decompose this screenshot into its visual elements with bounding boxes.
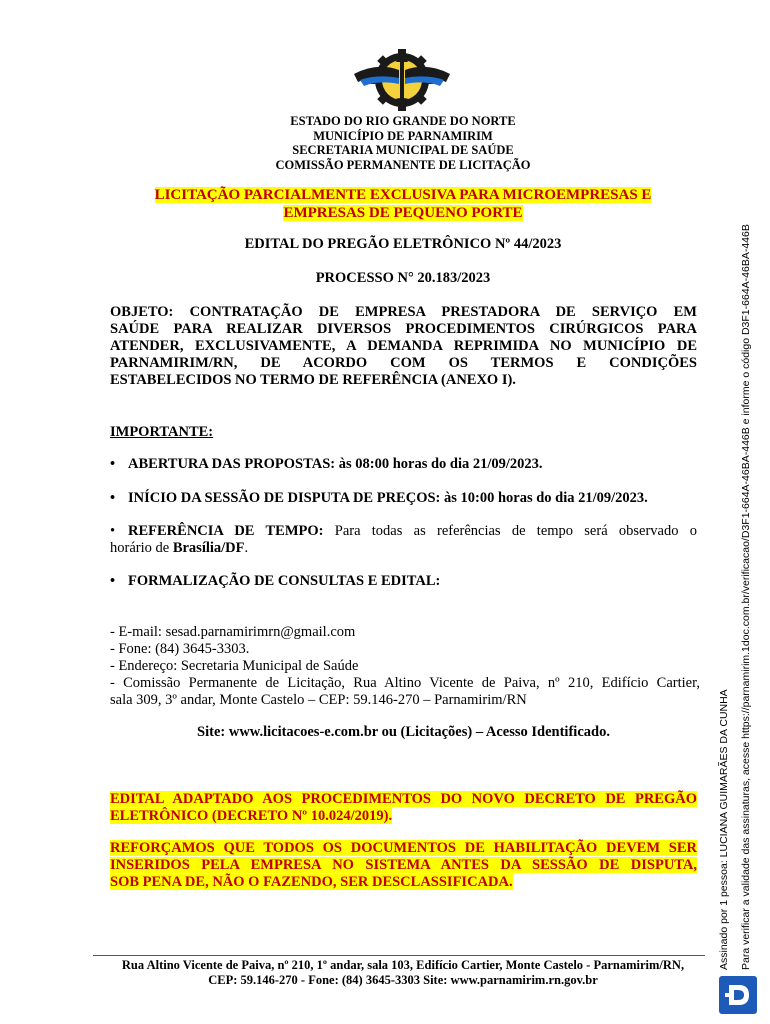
contact-commission-line-2: sala 309, 3º andar, Monte Castelo – CEP: 59.146-270 – Parnamirim/RN [110,692,527,708]
footer-address: Rua Altino Vicente de Paiva, nº 210, 1º andar, sala 103, Edifício Cartier, Monte Castelo - Parnamirim/RN, [121,958,685,972]
bullet-session-text: INÍCIO DA SESSÃO DE DISPUTA DE PREÇOS: às 10:00 horas do dia 21/09/2023. [128,490,648,506]
process-number: PROCESSO N° 20.183/2023 [315,270,491,286]
edital-number: EDITAL DO PREGÃO ELETRÔNICO Nº 44/2023 [244,236,562,252]
header-secretariat: SECRETARIA MUNICIPAL DE SAÚDE [292,143,514,157]
important-heading: IMPORTANTE: [110,424,214,440]
header-commission: COMISSÃO PERMANENTE DE LICITAÇÃO [275,157,531,172]
bullet-time-line2-suffix: . [244,540,249,556]
object-line-5: ESTABELECIDOS NO TERMO DE REFERÊNCIA (ANEXO I). [110,372,516,388]
footer [100,958,706,988]
bullet-proposals-label: ABERTURA DAS PROPOSTAS [128,456,331,472]
document-title [100,186,706,222]
object-line-4: PARNAMIRIM/RN, DE ACORDO COM OS TERMOS E CONDIÇÕES [110,355,697,371]
bullet-consultation-text: FORMALIZAÇÃO DE CONSULTAS E EDITAL: [128,573,441,589]
reinforcement-notice [110,840,697,891]
reinforcement-line-1: REFORÇAMOS QUE TODOS OS DOCUMENTOS DE HABILITAÇÃO DEVEM SER [110,840,697,856]
site-info: Site: www.licitacoes-e.com.br ou (Licitações) – Acesso Identificado. [197,724,610,740]
adapted-line-1: EDITAL ADAPTADO AOS PROCEDIMENTOS DO NOVO DECRETO DE PREGÃO [110,791,697,807]
title-line-1: LICITAÇÃO PARCIALMENTE EXCLUSIVA PARA MICROEMPRESAS E [154,187,652,203]
bullet-consultation [110,573,697,590]
reinforcement-line-3: SOB PENA DE, NÃO O FAZENDO, SER DESCLASSIFICADA. [110,874,513,890]
signature-verification-link[interactable]: Para verificar a validade das assinaturas, acesse https://parnamirim.1doc.com.br/verificacao/D3F1-664A-46BA-446B e informe o código D3F1-664A-46BA-446B [740,224,752,970]
municipal-gear-emblem-icon [352,40,452,120]
bullet-time-reference [110,523,697,557]
bullet-session-start [110,490,697,507]
contact-email: - E-mail: sesad.parnamirimrn@gmail.com [110,624,356,640]
reinforcement-line-2: INSERIDOS PELA EMPRESA NO SISTEMA ANTES DA SESSÃO DE DISPUTA, [110,857,697,873]
object-paragraph [110,304,697,389]
signature-signed-by: Assinado por 1 pessoa: LUCIANA GUIMARÃES DA CUNHA [718,689,730,970]
contact-commission-line-1: - Comissão Permanente de Licitação, Rua Altino Vicente de Paiva, nº 210, Edifício Cartier, [110,675,700,691]
bullet-dot-icon: • [110,573,116,589]
bullet-time-label: REFERÊNCIA DE TEMPO: [128,523,324,539]
1doc-logo-icon[interactable] [719,976,757,1014]
title-line-2: EMPRESAS DE PEQUENO PORTE [283,205,523,221]
contact-address: - Endereço: Secretaria Municipal de Saúde [110,658,359,674]
contact-phone: - Fone: (84) 3645-3303. [110,641,250,657]
bullet-dot-icon: • [110,490,116,506]
object-line-1: OBJETO: CONTRATAÇÃO DE EMPRESA PRESTADORA DE SERVIÇO EM [110,304,697,320]
bullet-time-text: Para todas as referências de tempo será observado o [334,523,698,539]
object-line-3: ATENDER, EXCLUSIVAMENTE, A DEMANDA REPRIMIDA NO MUNICÍPIO DE [110,338,697,354]
footer-contact: CEP: 59.146-270 - Fone: (84) 3645-3303 Site: www.parnamirim.rn.gov.br [208,973,598,987]
contact-list [110,624,700,709]
header-municipality: MUNICÍPIO DE PARNAMIRIM [313,128,493,143]
object-line-2: SAÚDE PARA REALIZAR DIVERSOS PROCEDIMENTOS CIRÚRGICOS PARA [110,321,697,337]
letterhead [200,114,606,172]
header-state: ESTADO DO RIO GRANDE DO NORTE [290,114,516,128]
bullet-time-line2-bold: Brasília/DF [172,540,245,556]
bullet-time-line2-prefix: horário de [110,540,173,556]
bullet-dot-icon: • [110,456,116,472]
bullet-proposals-text: : às 08:00 horas do dia 21/09/2023. [330,456,543,472]
adapted-line-2: ELETRÔNICO (DECRETO Nº 10.024/2019). [110,808,393,824]
bullet-dot-icon: • [110,523,116,539]
bullet-proposals-opening [110,456,697,473]
adapted-notice [110,791,697,825]
footer-divider [93,955,705,956]
